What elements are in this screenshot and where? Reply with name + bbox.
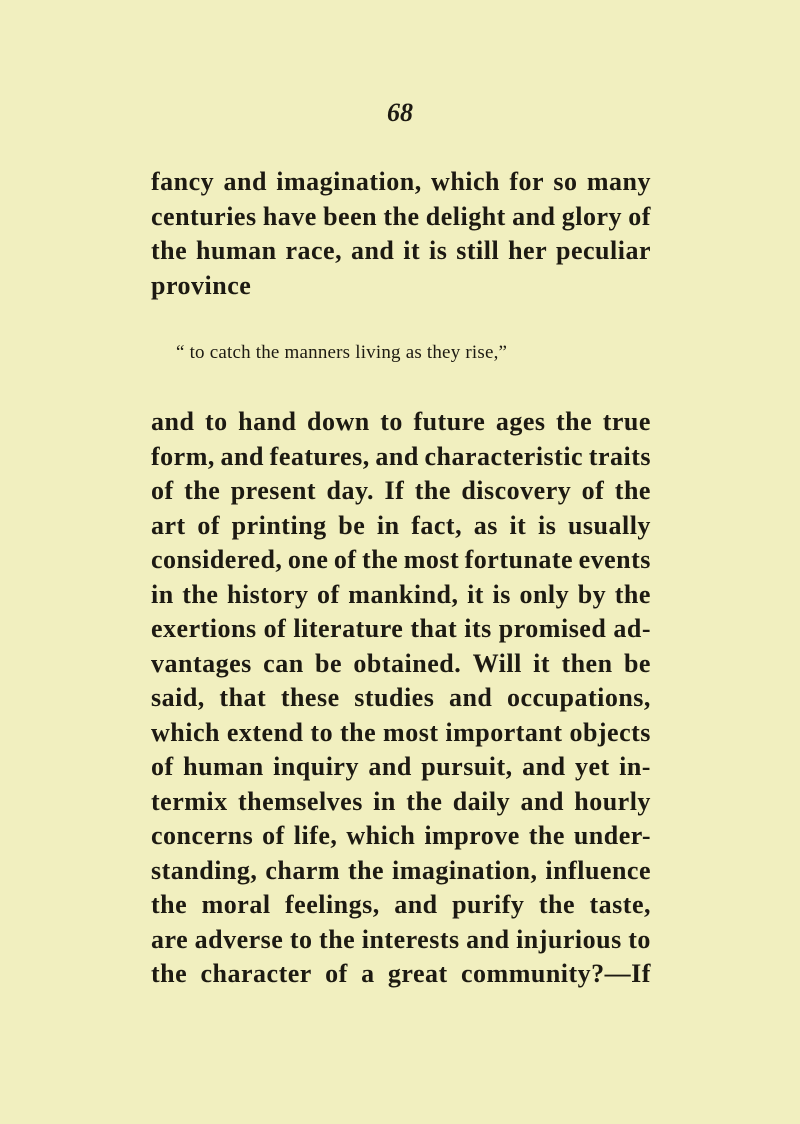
text-line: exertions of literature that its promised ad- (151, 614, 651, 643)
text-line: vantages can be obtained. Will it then be (151, 648, 651, 678)
text-line: concerns of life, which improve the under- (151, 821, 651, 850)
text-line: form, and features, and characteristic traits (151, 441, 651, 471)
text-line: the human race, and it is still her peculiar (151, 236, 651, 265)
text-line: which extend to the most important objects (151, 717, 651, 747)
text-line: province (151, 270, 252, 300)
text-line: and to hand down to future ages the true (151, 407, 651, 436)
text-line: termix themselves in the daily and hourly (151, 786, 651, 816)
text-line: centuries have been the delight and glory of (151, 201, 651, 231)
text-line: fancy and imagination, which for so many (151, 167, 651, 196)
text-line: of the present day. If the discovery of the (151, 476, 651, 505)
text-line: of human inquiry and pursuit, and yet in- (151, 752, 651, 781)
text-line: the character of a great community?—If (151, 959, 651, 988)
paragraph-2 (151, 405, 651, 992)
text-line: the moral feelings, and purify the taste, (151, 890, 651, 919)
text-line: are adverse to the interests and injurious to (151, 924, 651, 954)
text-line: standing, charm the imagination, influence (151, 855, 651, 885)
text-line: considered, one of the most fortunate events (151, 545, 651, 574)
quoted-line: “ to catch the manners living as they rise,” (176, 342, 508, 363)
text-line: art of printing be in fact, as it is usually (151, 510, 651, 540)
text-line: in the history of mankind, it is only by the (151, 579, 651, 609)
page-number: 68 (387, 98, 413, 127)
text-line: said, that these studies and occupations, (151, 683, 651, 712)
paragraph-1 (151, 165, 651, 303)
